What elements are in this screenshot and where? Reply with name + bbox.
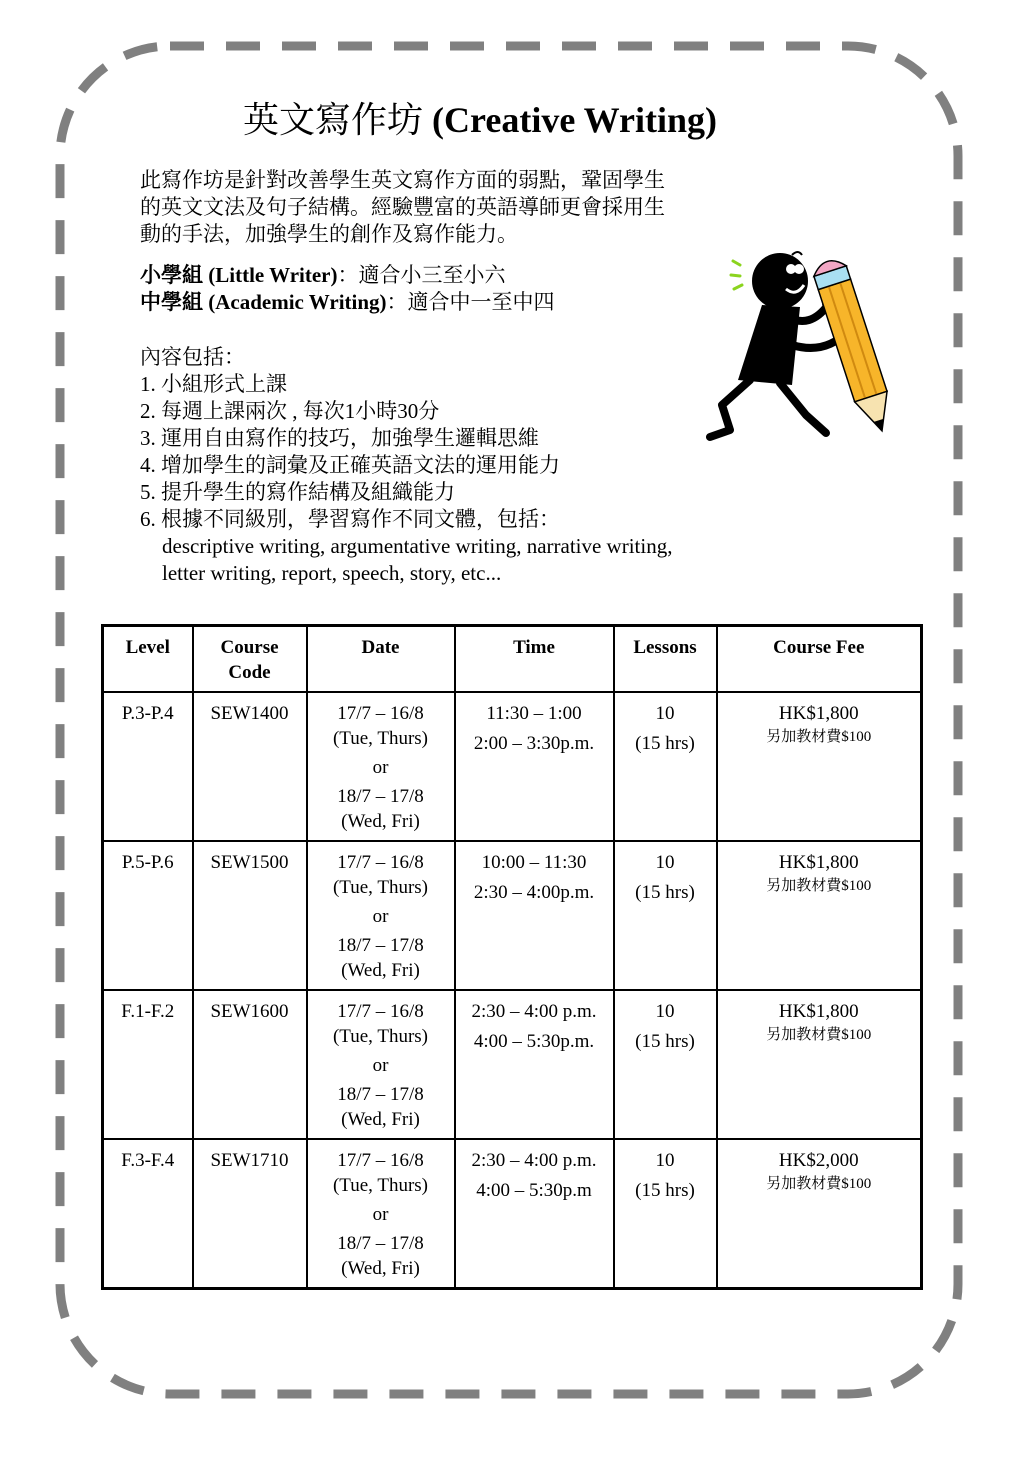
cell-fee <box>717 841 922 990</box>
time-slot: 2:30 – 4:00p.m. <box>473 882 595 903</box>
date-range: 17/7 – 16/8 <box>337 1001 424 1022</box>
cell-date <box>307 1139 455 1289</box>
cell-level: P.5-P.6 <box>103 841 193 990</box>
header-lessons: Lessons <box>614 626 717 693</box>
lessons-hours: (15 hrs) <box>635 1031 695 1052</box>
date-range: 17/7 – 16/8 <box>337 703 424 724</box>
group-name: 小學組 <box>140 263 203 287</box>
contents-heading: 內容包括： <box>140 345 245 369</box>
group-desc: ：適合中一至中四 <box>386 290 555 314</box>
date-days: (Tue, Thurs) <box>332 728 428 749</box>
lessons-hours: (15 hrs) <box>635 1180 695 1201</box>
date-or: or <box>372 1204 389 1225</box>
date-or: or <box>372 1055 389 1076</box>
stick-figure-pencil-icon <box>700 245 920 455</box>
table-row <box>103 1139 922 1289</box>
course-contents <box>140 344 672 587</box>
group-english-name: (Academic Writing) <box>208 290 387 314</box>
cell-fee <box>717 990 922 1139</box>
page-title <box>0 92 960 143</box>
cell-time <box>455 841 614 990</box>
title-english: (Creative Writing) <box>432 100 717 140</box>
date-range: 18/7 – 17/8 <box>337 786 424 807</box>
time-slot: 4:00 – 5:30p.m <box>476 1180 592 1201</box>
lessons-hours: (15 hrs) <box>635 733 695 754</box>
cell-date <box>307 990 455 1139</box>
date-days: (Wed, Fri) <box>341 811 420 832</box>
date-or: or <box>372 906 389 927</box>
cell-code: SEW1500 <box>193 841 307 990</box>
contents-list <box>140 371 672 587</box>
cell-lessons <box>614 990 717 1139</box>
date-days: (Wed, Fri) <box>341 1258 420 1279</box>
list-item: 1. 小組形式上課 <box>140 372 287 396</box>
fee-extra: 另加教材費$100 <box>766 729 872 745</box>
date-days: (Tue, Thurs) <box>332 877 428 898</box>
date-or: or <box>372 757 389 778</box>
header-course-code: Course Code <box>193 626 307 693</box>
cell-level: F.3-F.4 <box>103 1139 193 1289</box>
cell-level: P.3-P.4 <box>103 692 193 841</box>
cell-lessons <box>614 841 717 990</box>
list-item: 5. 提升學生的寫作結構及組織能力 <box>140 480 455 504</box>
cell-lessons <box>614 1139 717 1289</box>
group-secondary <box>140 289 555 316</box>
cell-code: SEW1600 <box>193 990 307 1139</box>
header-time: Time <box>455 626 614 693</box>
date-range: 18/7 – 17/8 <box>337 1084 424 1105</box>
time-slot: 10:00 – 11:30 <box>481 852 587 873</box>
intro-line: 動的手法，加強學生的創作及寫作能力。 <box>140 222 518 246</box>
table-row <box>103 841 922 990</box>
fee-amount: HK$1,800 <box>778 703 859 724</box>
time-slot: 2:30 – 4:00 p.m. <box>471 1150 597 1171</box>
fee-extra: 另加教材費$100 <box>766 878 872 894</box>
genre-line: descriptive writing, argumentative writing, narrative writing, <box>162 534 673 558</box>
time-slot: 11:30 – 1:00 <box>486 703 582 724</box>
table-row <box>103 990 922 1139</box>
lessons-hours: (15 hrs) <box>635 882 695 903</box>
cell-time <box>455 990 614 1139</box>
lessons-count: 10 <box>655 1150 675 1171</box>
date-days: (Wed, Fri) <box>341 1109 420 1130</box>
table-row <box>103 692 922 841</box>
genre-line: letter writing, report, speech, story, etc... <box>162 561 502 585</box>
lessons-count: 10 <box>655 852 675 873</box>
date-range: 18/7 – 17/8 <box>337 1233 424 1254</box>
list-item: 4. 增加學生的詞彙及正確英語文法的運用能力 <box>140 453 560 477</box>
cell-lessons <box>614 692 717 841</box>
list-item: 6. 根據不同級別，學習寫作不同文體，包括： <box>140 507 560 531</box>
group-name: 中學組 <box>140 290 203 314</box>
intro-paragraph <box>140 167 720 248</box>
fee-amount: HK$2,000 <box>778 1150 859 1171</box>
group-desc: ：適合小三至小六 <box>337 263 506 287</box>
fee-extra: 另加教材費$100 <box>766 1176 872 1192</box>
title-chinese: 英文寫作坊 <box>243 100 424 140</box>
cell-date <box>307 841 455 990</box>
course-table <box>101 624 923 1290</box>
fee-amount: HK$1,800 <box>778 852 859 873</box>
header-level: Level <box>103 626 193 693</box>
table-header-row <box>103 626 922 693</box>
header-date: Date <box>307 626 455 693</box>
group-primary <box>140 262 555 289</box>
cell-code: SEW1400 <box>193 692 307 841</box>
time-slot: 2:30 – 4:00 p.m. <box>471 1001 597 1022</box>
date-range: 17/7 – 16/8 <box>337 1150 424 1171</box>
cell-date <box>307 692 455 841</box>
lessons-count: 10 <box>655 1001 675 1022</box>
cell-level: F.1-F.2 <box>103 990 193 1139</box>
cell-time <box>455 1139 614 1289</box>
cell-time <box>455 692 614 841</box>
header-course-fee: Course Fee <box>717 626 922 693</box>
date-days: (Wed, Fri) <box>341 960 420 981</box>
date-range: 18/7 – 17/8 <box>337 935 424 956</box>
list-item: 2. 每週上課兩次 , 每次1小時30分 <box>140 399 440 423</box>
group-list <box>140 262 555 316</box>
cell-fee <box>717 1139 922 1289</box>
intro-line: 此寫作坊是針對改善學生英文寫作方面的弱點，鞏固學生 <box>140 168 665 192</box>
fee-extra: 另加教材費$100 <box>766 1027 872 1043</box>
cell-fee <box>717 692 922 841</box>
lessons-count: 10 <box>655 703 675 724</box>
time-slot: 2:00 – 3:30p.m. <box>473 733 595 754</box>
date-days: (Tue, Thurs) <box>332 1026 428 1047</box>
list-item: 3. 運用自由寫作的技巧，加強學生邏輯思維 <box>140 426 539 450</box>
cell-code: SEW1710 <box>193 1139 307 1289</box>
group-english-name: (Little Writer) <box>208 263 338 287</box>
intro-line: 的英文文法及句子結構。經驗豐富的英語導師更會採用生 <box>140 195 665 219</box>
date-days: (Tue, Thurs) <box>332 1175 428 1196</box>
fee-amount: HK$1,800 <box>778 1001 859 1022</box>
date-range: 17/7 – 16/8 <box>337 852 424 873</box>
time-slot: 4:00 – 5:30p.m. <box>473 1031 595 1052</box>
